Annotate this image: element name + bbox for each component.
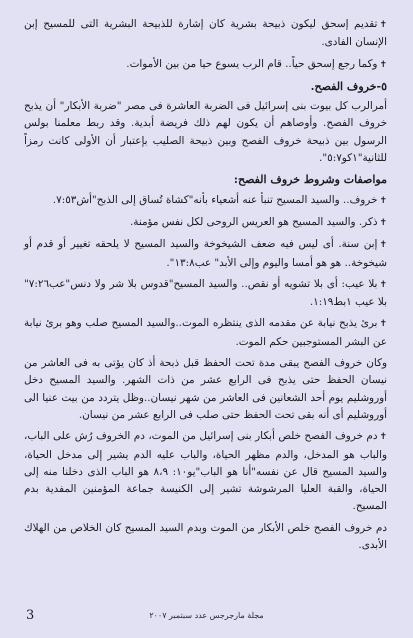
paragraph (24, 315, 387, 351)
paragraph (24, 355, 387, 424)
paragraph (24, 520, 387, 555)
paragraph-text: إبن سنة. أى ليس فيه ضعف الشيخوخة والسيد المسيح لا يلحقه تغيير أو قدم أو شيخوخة.. هو هو أمسا واليوم وإلى الأبد" عب١٣:٨". (24, 238, 387, 269)
paragraph-text: برئ يذبح نيابة عن مقدمه الذى ينتظره الموت..والسيد المسيح صلب وهو برئ نيابة عن البشر المستوجبين حكم الموت. (24, 317, 387, 348)
paragraph-text: بلا عيب: أى بلا تشويه أو نقص.. والسيد المسيح"قدوس بلا شر ولا دنس"عب٧:٢٦" بلا عيب ١بط١:١٩. (24, 277, 387, 309)
paragraph (24, 276, 387, 312)
body-text (24, 16, 387, 558)
paragraph-text: وكان خروف الفصح يبقى مدة تحت الحفظ قبل ذبحة أذ كان يؤتى به فى العاشر من نيسان الحفظ حتى يذبح فى الرابع عشر من ذات الشهر. والسيد المسيح دخل أوروشليم يوم أحد الشعانين فى العاشر من شهر نيسان..وظل يتردد من بيت عنيا الى أوروشليم أى أنه بقى تحت الحفظ حتى صلب فى الرابع عشر من نيسان. (24, 357, 387, 421)
cross-icon: ✝ (379, 195, 387, 206)
section-heading (24, 171, 387, 188)
paragraph (24, 214, 387, 232)
paragraph (24, 98, 387, 167)
paragraph-text: وكما رجع إسحق حياً.. قام الرب يسوع حيا من بين الأموات. (126, 57, 378, 70)
page-number: 3 (26, 608, 35, 623)
paragraph-text: دم خروف الفصح خلص الأبكار من الموت وبدم السيد المسيح كان الخلاص من الهلاك الأبدى. (24, 521, 387, 552)
paragraph-text: ذكر. والسيد المسيح هو العريس الروحى لكل نفس مؤمنة. (129, 215, 378, 228)
footer-caption: مجلة مارجرجس عدد سبتمبر ٢٠٠٧ (149, 611, 264, 620)
paragraph-text: مواصفات وشروط خروف الفصح: (233, 173, 387, 187)
paragraph-text: أمرالرب كل بيوت بنى إسرائيل فى الضربة العاشرة فى مصر "ضربة الأبكار" أن يذبح خروف الفصح. وأوصاهم أن يكون لهم ذلك فريضة أبدية. وقد ربط معلمنا بولس الرسول بين ذبيحة خروف الفصح وبين ذبيحة الصليب بإعتبار أن الأولى كانت رمزاً للثانية"١كو٥:٧". (24, 100, 387, 165)
section-heading (24, 78, 387, 95)
cross-icon: ✝ (379, 20, 387, 30)
paragraph-text: تقديم إسحق ليكون ذبيحة بشرية كان إشارة للذبيحة البشرية التى للمسيح إبن الإنسان الفادى. (24, 18, 387, 49)
cross-icon: ✝ (379, 59, 387, 70)
cross-icon: ✝ (379, 217, 387, 228)
cross-icon: ✝ (379, 432, 387, 443)
paragraph (24, 16, 387, 52)
paragraph-text: خروف.. والسيد المسيح تنبأ عنه أشعياء بأنه"كشاة تُساق إلى الذبح"أش٧:٥٣. (52, 193, 378, 206)
cross-icon: ✝ (379, 279, 387, 290)
paragraph-text: ٥-خروف الفصح. (310, 79, 387, 93)
paragraph (24, 192, 387, 210)
paragraph (24, 56, 387, 74)
paragraph-text: دم خروف الفصح خلص أبكار بنى إسرائيل من الموت، دم الخروف رُش على الباب، والباب هو المدخل، والدم مظهر الحياة، والباب عليه الدم يشير إلى مدخل الحياة، والسيد المسيح قال عن نفسه"أنا هو الباب"يو١٠: ٨،٩ هو الباب الذى دخلنا منه إلى الحياة، والقبة العليا المرشوشة تشير إلى الكنيسة جماعة المؤمنين المفدية بدم المسيح. (24, 430, 388, 513)
cross-icon: ✝ (379, 240, 387, 251)
paragraph (24, 236, 387, 272)
cross-icon: ✝ (379, 319, 387, 330)
paragraph (24, 428, 387, 515)
